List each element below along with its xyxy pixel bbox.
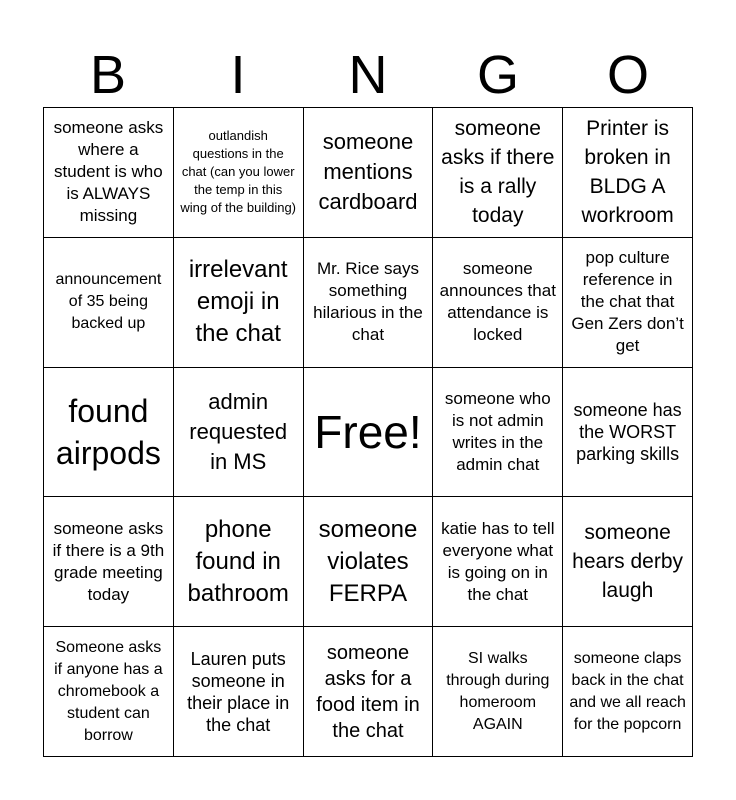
bingo-grid <box>43 107 693 757</box>
bingo-header <box>43 44 693 106</box>
bingo-cell-r5c4[interactable] <box>433 627 563 757</box>
bingo-cell-free-space[interactable] <box>304 368 434 498</box>
cell-text: found airpods <box>55 392 161 471</box>
cell-text: someone violates FERPA <box>318 515 418 607</box>
header-letter-i: I <box>230 45 246 105</box>
bingo-cell-r3c1[interactable] <box>44 368 174 498</box>
bingo-cell-r2c4[interactable] <box>433 238 563 368</box>
cell-text: someone claps back in the chat and we all reach for the popcorn <box>569 649 686 733</box>
bingo-cell-r4c3[interactable] <box>304 497 434 627</box>
cell-text: pop culture reference in the chat that Gen Zers don’t get <box>571 248 684 356</box>
header-letter-g: G <box>476 45 519 105</box>
cell-text: someone asks where a student is who is ALWAYS missing <box>53 118 164 226</box>
cell-text: admin requested in MS <box>189 388 288 474</box>
bingo-cell-r4c2[interactable] <box>174 497 304 627</box>
bingo-cell-r4c1[interactable] <box>44 497 174 627</box>
bingo-cell-r5c2[interactable] <box>174 627 304 757</box>
cell-text: Printer is broken in BLDG A workroom <box>581 117 674 228</box>
bingo-cell-r2c2[interactable] <box>174 238 304 368</box>
cell-text: someone announces that attendance is locked <box>439 259 556 345</box>
cell-text: phone found in bathroom <box>187 515 289 607</box>
cell-text: irrelevant emoji in the chat <box>188 256 288 348</box>
cell-text: outlandish questions in the chat (can you lower the temp in this wing of the building) <box>180 128 297 216</box>
bingo-cell-r5c1[interactable] <box>44 627 174 757</box>
bingo-cell-r3c5[interactable] <box>563 368 693 498</box>
bingo-cell-r1c2[interactable] <box>174 108 304 238</box>
bingo-cell-r2c5[interactable] <box>563 238 693 368</box>
bingo-cell-r5c5[interactable] <box>563 627 693 757</box>
bingo-cell-r1c5[interactable] <box>563 108 693 238</box>
cell-text: someone who is not admin writes in the admin chat <box>444 388 551 474</box>
bingo-cell-r1c3[interactable] <box>304 108 434 238</box>
cell-text: someone asks if there is a 9th grade meeting today <box>52 518 165 604</box>
bingo-cell-r3c2[interactable] <box>174 368 304 498</box>
bingo-cell-r3c4[interactable] <box>433 368 563 498</box>
free-space-text: Free! <box>314 405 422 458</box>
cell-text: someone asks if there is a rally today <box>441 117 555 228</box>
header-letter-o: O <box>606 45 649 105</box>
bingo-cell-r4c5[interactable] <box>563 497 693 627</box>
cell-text: someone asks for a food item in the chat <box>316 641 420 742</box>
header-letter-n: N <box>348 45 388 105</box>
bingo-cell-r5c3[interactable] <box>304 627 434 757</box>
cell-text: someone has the WORST parking skills <box>573 399 682 464</box>
cell-text: Mr. Rice says something hilarious in the chat <box>313 259 423 345</box>
bingo-cell-r1c1[interactable] <box>44 108 174 238</box>
cell-text: someone hears derby laugh <box>572 521 684 603</box>
cell-text: someone mentions cardboard <box>318 129 418 215</box>
cell-text: katie has to tell everyone what is going on in the chat <box>441 518 555 604</box>
cell-text: Someone asks if anyone has a chromebook a student can borrow <box>54 638 163 744</box>
bingo-cell-r4c4[interactable] <box>433 497 563 627</box>
cell-text: Lauren puts someone in their place in the chat <box>187 648 290 735</box>
bingo-cell-r2c1[interactable] <box>44 238 174 368</box>
cell-text: SI walks through during homeroom AGAIN <box>446 649 550 733</box>
header-letter-b: B <box>89 45 127 105</box>
cell-text: announcement of 35 being backed up <box>55 271 162 333</box>
bingo-cell-r2c3[interactable] <box>304 238 434 368</box>
bingo-cell-r1c4[interactable] <box>433 108 563 238</box>
